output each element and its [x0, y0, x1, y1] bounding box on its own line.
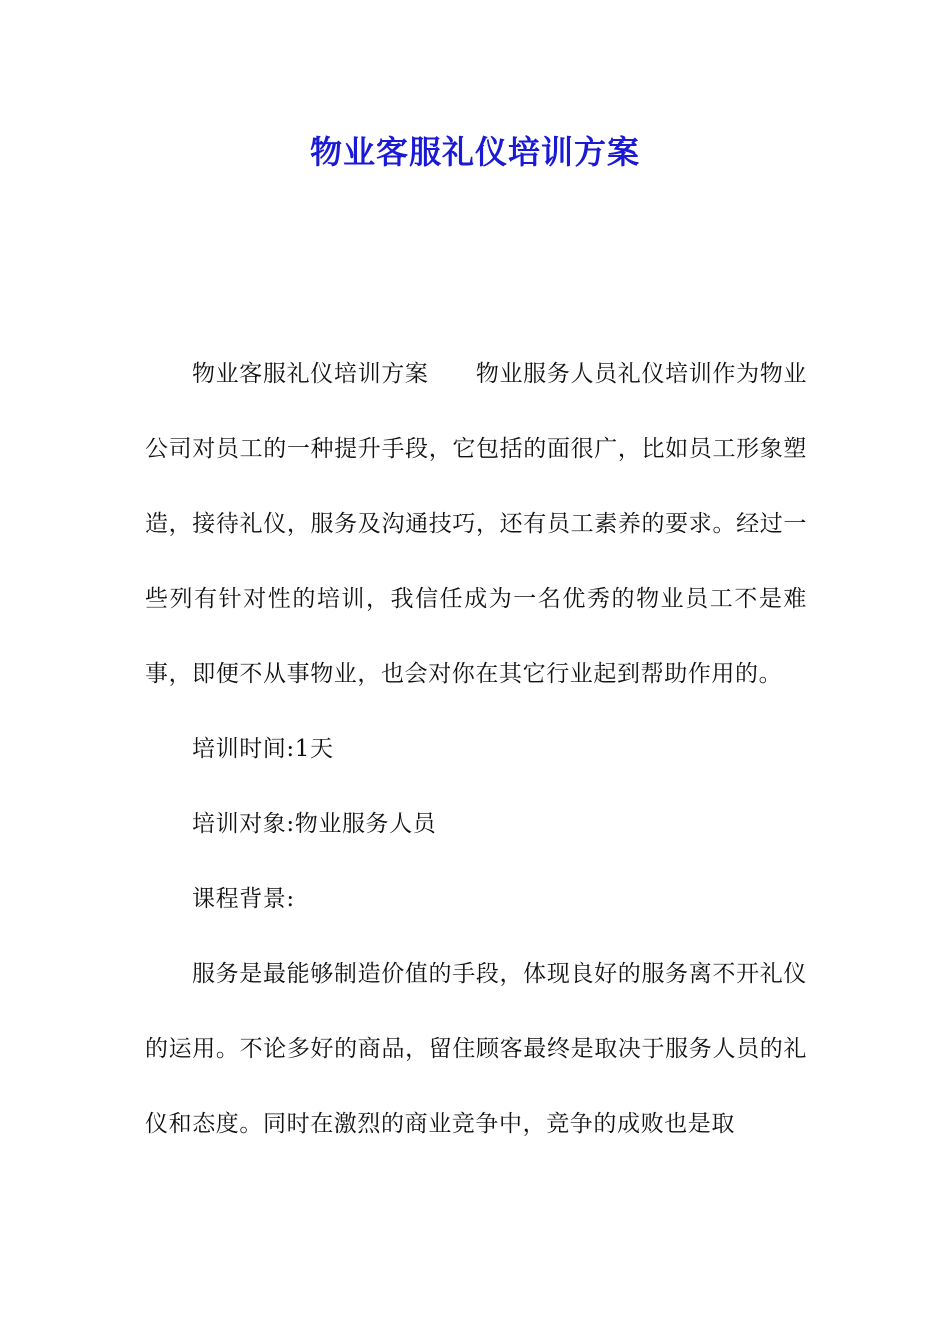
document-title: 物业客服礼仪培训方案: [309, 133, 640, 171]
document-body: [145, 337, 807, 1162]
training-audience: 培训对象:物业服务人员: [192, 811, 437, 837]
course-background-heading: 课程背景:: [192, 886, 295, 912]
intro-paragraph: 物业客服礼仪培训方案 物业服务人员礼仪培训作为物业公司对员工的一种提升手段，它包括的面很广，比如员工形象塑造，接待礼仪，服务及沟通技巧，还有员工素养的要求。经过一些列有针对性的培训，我信任成为一名优秀的物业员工不是难事，即便不从事物业，也会对你在其它行业起到帮助作用的。: [145, 361, 807, 687]
training-time: 培训时间:1天: [192, 736, 334, 762]
course-background-paragraph: 服务是最能够制造价值的手段，体现良好的服务离不开礼仪的运用。不论多好的商品，留住顾客最终是取决于服务人员的礼仪和态度。同时在激烈的商业竞争中，竞争的成败也是取: [145, 961, 807, 1137]
